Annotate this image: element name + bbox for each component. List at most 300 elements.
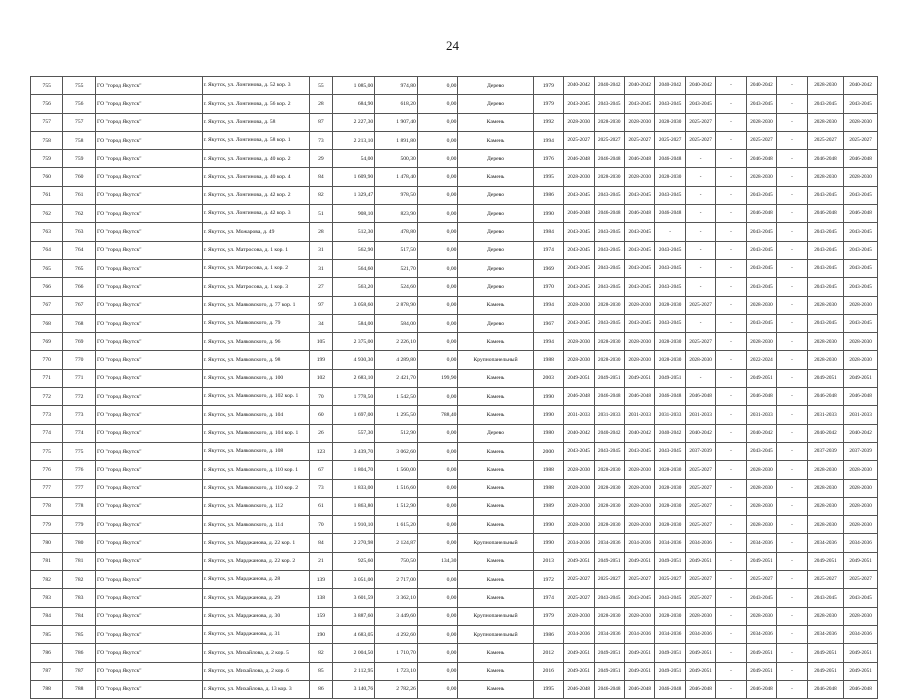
table-row xyxy=(31,534,878,552)
wall-material-cell: Камень xyxy=(458,406,533,424)
municipality-cell: ГО "город Якутск" xyxy=(95,351,202,369)
non-residential-area-cell: 788,40 xyxy=(417,406,458,424)
non-residential-area-cell: 199,90 xyxy=(417,369,458,387)
period-cell: 2043-2045 xyxy=(564,241,594,259)
period-cell: 2028-2030 xyxy=(746,296,776,314)
period-cell: 2049-2051 xyxy=(655,662,685,680)
period-cell: 2046-2048 xyxy=(807,150,844,168)
address-cell: г. Якутск, ул. Маяковского, д. 108 xyxy=(202,442,310,460)
period-cell: 2043-2045 xyxy=(624,589,654,607)
period-cell: - xyxy=(716,223,746,241)
period-cell: 2025-2027 xyxy=(594,131,624,149)
period-cell: 2043-2045 xyxy=(807,186,844,204)
period-cell: - xyxy=(777,241,807,259)
register-number-cell: 785 xyxy=(63,625,95,643)
total-area-cell: 4 930,30 xyxy=(332,351,375,369)
municipality-cell: ГО "город Якутск" xyxy=(95,77,202,95)
period-cell: 2028-2030 xyxy=(594,351,624,369)
non-residential-area-cell: 0,00 xyxy=(417,424,458,442)
period-cell: - xyxy=(716,186,746,204)
period-cell: 2028-2030 xyxy=(655,113,685,131)
period-cell: 2034-2036 xyxy=(807,534,844,552)
period-cell: 2043-2045 xyxy=(564,314,594,332)
total-area-cell: 562,90 xyxy=(332,241,375,259)
wall-material-cell: Крупнопанельный xyxy=(458,351,533,369)
period-cell: 2034-2036 xyxy=(655,534,685,552)
apartments-cell: 55 xyxy=(310,77,332,95)
period-cell: - xyxy=(716,205,746,223)
residential-area-cell: 1 516,60 xyxy=(375,479,418,497)
residential-area-cell: 2 124,87 xyxy=(375,534,418,552)
period-cell: 2040-2042 xyxy=(685,77,715,95)
register-number-cell: 756 xyxy=(63,95,95,113)
period-cell: 2043-2045 xyxy=(624,95,654,113)
period-cell: 2043-2045 xyxy=(807,259,844,277)
period-cell: 2028-2030 xyxy=(844,113,878,131)
non-residential-area-cell: 0,00 xyxy=(417,223,458,241)
non-residential-area-cell: 134,30 xyxy=(417,552,458,570)
address-cell: г. Якутск, ул. Маяковского, д. 100 xyxy=(202,369,310,387)
period-cell: 2043-2045 xyxy=(844,95,878,113)
period-cell: 2046-2048 xyxy=(746,680,776,698)
wall-material-cell: Камень xyxy=(458,296,533,314)
period-cell: 2028-2030 xyxy=(655,296,685,314)
period-cell: 2034-2036 xyxy=(807,625,844,643)
period-cell: 2028-2030 xyxy=(564,497,594,515)
row-number-cell: 768 xyxy=(31,314,63,332)
period-cell: 2028-2030 xyxy=(844,497,878,515)
address-cell: г. Якутск, ул. Михайлова, д. 13 кор. 3 xyxy=(202,680,310,698)
year-built-cell: 1967 xyxy=(533,314,563,332)
period-cell: - xyxy=(777,680,807,698)
total-area-cell: 2 270,98 xyxy=(332,534,375,552)
register-number-cell: 757 xyxy=(63,113,95,131)
total-area-cell: 584,00 xyxy=(332,314,375,332)
table-row xyxy=(31,516,878,534)
period-cell: 2028-2030 xyxy=(624,516,654,534)
period-cell: 2025-2027 xyxy=(594,571,624,589)
apartments-cell: 34 xyxy=(310,314,332,332)
period-cell: 2028-2030 xyxy=(564,351,594,369)
period-cell: - xyxy=(777,223,807,241)
address-cell: г. Якутск, ул. Лонгинова, д. 52 кор. 3 xyxy=(202,77,310,95)
period-cell: 2034-2036 xyxy=(655,625,685,643)
period-cell: - xyxy=(716,607,746,625)
address-cell: г. Якутск, ул. Маяковского, д. 104 кор. 1 xyxy=(202,424,310,442)
period-cell: - xyxy=(685,205,715,223)
period-cell: 2025-2027 xyxy=(685,333,715,351)
year-built-cell: 2003 xyxy=(533,369,563,387)
table-row xyxy=(31,241,878,259)
period-cell: 2025-2027 xyxy=(685,589,715,607)
period-cell: 2049-2051 xyxy=(594,644,624,662)
period-cell: 2028-2030 xyxy=(624,296,654,314)
row-number-cell: 761 xyxy=(31,186,63,204)
table-body xyxy=(31,77,878,699)
period-cell: 2025-2027 xyxy=(655,131,685,149)
apartments-cell: 105 xyxy=(310,333,332,351)
total-area-cell: 4 683,05 xyxy=(332,625,375,643)
register-number-cell: 775 xyxy=(63,442,95,460)
municipality-cell: ГО "город Якутск" xyxy=(95,461,202,479)
period-cell: 2043-2045 xyxy=(746,589,776,607)
municipality-cell: ГО "город Якутск" xyxy=(95,644,202,662)
residential-area-cell: 2 878,90 xyxy=(375,296,418,314)
municipality-cell: ГО "город Якутск" xyxy=(95,150,202,168)
period-cell: 2040-2042 xyxy=(624,424,654,442)
non-residential-area-cell: 0,00 xyxy=(417,168,458,186)
non-residential-area-cell: 0,00 xyxy=(417,113,458,131)
period-cell: 2040-2042 xyxy=(844,77,878,95)
period-cell: - xyxy=(716,552,746,570)
year-built-cell: 1990 xyxy=(533,406,563,424)
period-cell: - xyxy=(716,479,746,497)
period-cell: 2043-2045 xyxy=(594,223,624,241)
period-cell: 2040-2042 xyxy=(807,424,844,442)
period-cell: 2031-2033 xyxy=(807,406,844,424)
period-cell: - xyxy=(777,497,807,515)
wall-material-cell: Крупнопанельный xyxy=(458,625,533,643)
period-cell: - xyxy=(716,131,746,149)
register-number-cell: 758 xyxy=(63,131,95,149)
table-row xyxy=(31,479,878,497)
period-cell: 2049-2051 xyxy=(807,644,844,662)
period-cell: 2025-2027 xyxy=(685,461,715,479)
total-area-cell: 1 804,70 xyxy=(332,461,375,479)
total-area-cell: 925,60 xyxy=(332,552,375,570)
period-cell: 2049-2051 xyxy=(685,644,715,662)
period-cell: 2028-2030 xyxy=(564,479,594,497)
apartments-cell: 67 xyxy=(310,461,332,479)
total-area-cell: 563,20 xyxy=(332,278,375,296)
period-cell: 2043-2045 xyxy=(564,259,594,277)
period-cell: - xyxy=(716,168,746,186)
period-cell: 2037-2039 xyxy=(807,442,844,460)
register-number-cell: 767 xyxy=(63,296,95,314)
apartments-cell: 27 xyxy=(310,278,332,296)
table-row xyxy=(31,333,878,351)
address-cell: г. Якутск, ул. Лонгинова, д. 58 кор. 1 xyxy=(202,131,310,149)
apartments-cell: 73 xyxy=(310,131,332,149)
wall-material-cell: Крупнопанельный xyxy=(458,534,533,552)
apartments-cell: 86 xyxy=(310,680,332,698)
residential-area-cell: 1 710,70 xyxy=(375,644,418,662)
table-row xyxy=(31,589,878,607)
period-cell: 2031-2033 xyxy=(685,406,715,424)
total-area-cell: 908,10 xyxy=(332,205,375,223)
period-cell: 2031-2033 xyxy=(655,406,685,424)
period-cell: - xyxy=(777,95,807,113)
wall-material-cell: Камень xyxy=(458,662,533,680)
total-area-cell: 3 887,60 xyxy=(332,607,375,625)
total-area-cell: 1 697,00 xyxy=(332,406,375,424)
period-cell: 2046-2048 xyxy=(564,150,594,168)
period-cell: 2046-2048 xyxy=(807,205,844,223)
period-cell: - xyxy=(777,442,807,460)
table-row xyxy=(31,461,878,479)
residential-area-cell: 517,50 xyxy=(375,241,418,259)
period-cell: 2046-2048 xyxy=(624,388,654,406)
period-cell: 2046-2048 xyxy=(655,205,685,223)
period-cell: 2037-2039 xyxy=(685,442,715,460)
residential-area-cell: 978,50 xyxy=(375,186,418,204)
period-cell: 2028-2030 xyxy=(844,479,878,497)
total-area-cell: 1 778,50 xyxy=(332,388,375,406)
period-cell: 2043-2045 xyxy=(594,259,624,277)
period-cell: 2028-2030 xyxy=(564,516,594,534)
table-row xyxy=(31,442,878,460)
apartments-cell: 21 xyxy=(310,552,332,570)
period-cell: 2046-2048 xyxy=(594,150,624,168)
period-cell: 2043-2045 xyxy=(594,589,624,607)
total-area-cell: 1 609,90 xyxy=(332,168,375,186)
period-cell: - xyxy=(716,259,746,277)
period-cell: 2031-2033 xyxy=(746,406,776,424)
period-cell: - xyxy=(777,461,807,479)
table-row xyxy=(31,369,878,387)
period-cell: - xyxy=(716,680,746,698)
address-cell: г. Якутск, ул. Марджанова, д. 28 xyxy=(202,571,310,589)
residential-area-cell: 618,20 xyxy=(375,95,418,113)
period-cell: - xyxy=(685,168,715,186)
register-number-cell: 781 xyxy=(63,552,95,570)
period-cell: - xyxy=(777,131,807,149)
year-built-cell: 2012 xyxy=(533,644,563,662)
period-cell: 2025-2027 xyxy=(685,571,715,589)
residential-area-cell: 750,50 xyxy=(375,552,418,570)
period-cell: - xyxy=(777,168,807,186)
year-built-cell: 1994 xyxy=(533,296,563,314)
residential-area-cell: 1 295,50 xyxy=(375,406,418,424)
municipality-cell: ГО "город Якутск" xyxy=(95,241,202,259)
table-row xyxy=(31,625,878,643)
period-cell: 2028-2030 xyxy=(807,479,844,497)
period-cell: - xyxy=(777,186,807,204)
row-number-cell: 759 xyxy=(31,150,63,168)
period-cell: 2037-2039 xyxy=(844,442,878,460)
period-cell: - xyxy=(777,479,807,497)
address-cell: г. Якутск, ул. Матросова, д. 1 кор. 3 xyxy=(202,278,310,296)
period-cell: 2043-2045 xyxy=(655,186,685,204)
register-number-cell: 759 xyxy=(63,150,95,168)
year-built-cell: 1994 xyxy=(533,333,563,351)
register-number-cell: 774 xyxy=(63,424,95,442)
non-residential-area-cell: 0,00 xyxy=(417,497,458,515)
wall-material-cell: Камень xyxy=(458,131,533,149)
period-cell: 2049-2051 xyxy=(746,369,776,387)
row-number-cell: 762 xyxy=(31,205,63,223)
register-number-cell: 772 xyxy=(63,388,95,406)
wall-material-cell: Дерево xyxy=(458,150,533,168)
period-cell: 2028-2030 xyxy=(564,168,594,186)
municipality-cell: ГО "город Якутск" xyxy=(95,388,202,406)
row-number-cell: 778 xyxy=(31,497,63,515)
period-cell: 2028-2030 xyxy=(624,461,654,479)
apartments-cell: 31 xyxy=(310,259,332,277)
period-cell: - xyxy=(777,333,807,351)
row-number-cell: 765 xyxy=(31,259,63,277)
period-cell: - xyxy=(777,644,807,662)
municipality-cell: ГО "город Якутск" xyxy=(95,278,202,296)
row-number-cell: 788 xyxy=(31,680,63,698)
residential-area-cell: 500,30 xyxy=(375,150,418,168)
period-cell: - xyxy=(716,150,746,168)
period-cell: 2043-2045 xyxy=(844,241,878,259)
row-number-cell: 782 xyxy=(31,571,63,589)
table-row xyxy=(31,150,878,168)
wall-material-cell: Камень xyxy=(458,168,533,186)
period-cell: 2028-2030 xyxy=(655,607,685,625)
register-number-cell: 760 xyxy=(63,168,95,186)
period-cell: 2025-2027 xyxy=(564,131,594,149)
period-cell: 2049-2051 xyxy=(624,644,654,662)
period-cell: 2049-2051 xyxy=(685,552,715,570)
year-built-cell: 1974 xyxy=(533,241,563,259)
table-row xyxy=(31,259,878,277)
register-number-cell: 773 xyxy=(63,406,95,424)
year-built-cell: 1995 xyxy=(533,168,563,186)
register-number-cell: 768 xyxy=(63,314,95,332)
row-number-cell: 787 xyxy=(31,662,63,680)
apartments-cell: 97 xyxy=(310,296,332,314)
apartments-cell: 199 xyxy=(310,351,332,369)
period-cell: 2025-2027 xyxy=(685,113,715,131)
wall-material-cell: Дерево xyxy=(458,314,533,332)
table-row xyxy=(31,168,878,186)
year-built-cell: 1988 xyxy=(533,461,563,479)
wall-material-cell: Камень xyxy=(458,461,533,479)
row-number-cell: 774 xyxy=(31,424,63,442)
apartments-cell: 85 xyxy=(310,662,332,680)
non-residential-area-cell: 0,00 xyxy=(417,571,458,589)
table-row xyxy=(31,95,878,113)
table-row xyxy=(31,131,878,149)
table-row xyxy=(31,186,878,204)
row-number-cell: 784 xyxy=(31,607,63,625)
register-number-cell: 780 xyxy=(63,534,95,552)
wall-material-cell: Дерево xyxy=(458,186,533,204)
year-built-cell: 1986 xyxy=(533,186,563,204)
period-cell: 2043-2045 xyxy=(844,259,878,277)
period-cell: 2028-2030 xyxy=(624,333,654,351)
period-cell: 2028-2030 xyxy=(807,168,844,186)
period-cell: - xyxy=(777,205,807,223)
total-area-cell: 2 004,50 xyxy=(332,644,375,662)
period-cell: 2040-2042 xyxy=(655,77,685,95)
period-cell: - xyxy=(716,644,746,662)
period-cell: 2043-2045 xyxy=(564,278,594,296)
non-residential-area-cell: 0,00 xyxy=(417,662,458,680)
period-cell: 2043-2045 xyxy=(844,314,878,332)
municipality-cell: ГО "город Якутск" xyxy=(95,497,202,515)
period-cell: 2028-2030 xyxy=(685,607,715,625)
period-cell: 2028-2030 xyxy=(624,479,654,497)
period-cell: 2028-2030 xyxy=(624,168,654,186)
register-number-cell: 763 xyxy=(63,223,95,241)
table-row xyxy=(31,296,878,314)
period-cell: 2049-2051 xyxy=(564,662,594,680)
year-built-cell: 1992 xyxy=(533,113,563,131)
row-number-cell: 766 xyxy=(31,278,63,296)
period-cell: 2043-2045 xyxy=(746,278,776,296)
period-cell: 2049-2051 xyxy=(564,644,594,662)
table-row xyxy=(31,571,878,589)
period-cell: 2028-2030 xyxy=(594,479,624,497)
wall-material-cell: Камень xyxy=(458,479,533,497)
period-cell: 2028-2030 xyxy=(594,113,624,131)
period-cell: 2046-2048 xyxy=(655,680,685,698)
municipality-cell: ГО "город Якутск" xyxy=(95,223,202,241)
apartments-cell: 29 xyxy=(310,150,332,168)
address-cell: г. Якутск, ул. Лонгинова, д. 40 кор. 2 xyxy=(202,150,310,168)
period-cell: - xyxy=(777,406,807,424)
residential-area-cell: 1 542,50 xyxy=(375,388,418,406)
table-row xyxy=(31,607,878,625)
municipality-cell: ГО "город Якутск" xyxy=(95,168,202,186)
apartments-cell: 82 xyxy=(310,644,332,662)
residential-area-cell: 2 717,00 xyxy=(375,571,418,589)
row-number-cell: 772 xyxy=(31,388,63,406)
period-cell: 2049-2051 xyxy=(844,369,878,387)
period-cell: 2043-2045 xyxy=(624,241,654,259)
period-cell: 2025-2027 xyxy=(685,131,715,149)
period-cell: 2028-2030 xyxy=(655,479,685,497)
non-residential-area-cell: 0,00 xyxy=(417,205,458,223)
period-cell: 2034-2036 xyxy=(685,625,715,643)
apartments-cell: 60 xyxy=(310,406,332,424)
period-cell: - xyxy=(716,571,746,589)
period-cell: 2043-2045 xyxy=(807,241,844,259)
wall-material-cell: Камень xyxy=(458,113,533,131)
period-cell: 2040-2042 xyxy=(564,424,594,442)
residential-area-cell: 1 615,20 xyxy=(375,516,418,534)
period-cell: 2046-2048 xyxy=(655,388,685,406)
register-number-cell: 777 xyxy=(63,479,95,497)
period-cell: 2028-2030 xyxy=(844,333,878,351)
apartments-cell: 159 xyxy=(310,607,332,625)
table-row xyxy=(31,223,878,241)
period-cell: 2049-2051 xyxy=(844,552,878,570)
period-cell: 2028-2030 xyxy=(564,113,594,131)
register-number-cell: 783 xyxy=(63,589,95,607)
period-cell: - xyxy=(777,259,807,277)
period-cell: - xyxy=(716,516,746,534)
municipality-cell: ГО "город Якутск" xyxy=(95,607,202,625)
period-cell: 2028-2030 xyxy=(746,168,776,186)
period-cell: 2034-2036 xyxy=(624,534,654,552)
year-built-cell: 1988 xyxy=(533,479,563,497)
table-row xyxy=(31,351,878,369)
period-cell: 2046-2048 xyxy=(844,388,878,406)
wall-material-cell: Дерево xyxy=(458,205,533,223)
period-cell: - xyxy=(716,296,746,314)
period-cell: 2025-2027 xyxy=(807,131,844,149)
period-cell: - xyxy=(685,259,715,277)
period-cell: 2043-2045 xyxy=(594,314,624,332)
address-cell: г. Якутск, ул. Матросова, д. 1 кор. 2 xyxy=(202,259,310,277)
apartments-cell: 190 xyxy=(310,625,332,643)
period-cell: 2028-2030 xyxy=(807,113,844,131)
period-cell: 2040-2042 xyxy=(746,77,776,95)
municipality-cell: ГО "город Якутск" xyxy=(95,131,202,149)
period-cell: 2043-2045 xyxy=(655,95,685,113)
period-cell: 2046-2048 xyxy=(685,680,715,698)
municipality-cell: ГО "город Якутск" xyxy=(95,680,202,698)
period-cell: 2025-2027 xyxy=(844,571,878,589)
municipality-cell: ГО "город Якутск" xyxy=(95,314,202,332)
period-cell: 2043-2045 xyxy=(844,278,878,296)
period-cell: 2028-2030 xyxy=(844,461,878,479)
